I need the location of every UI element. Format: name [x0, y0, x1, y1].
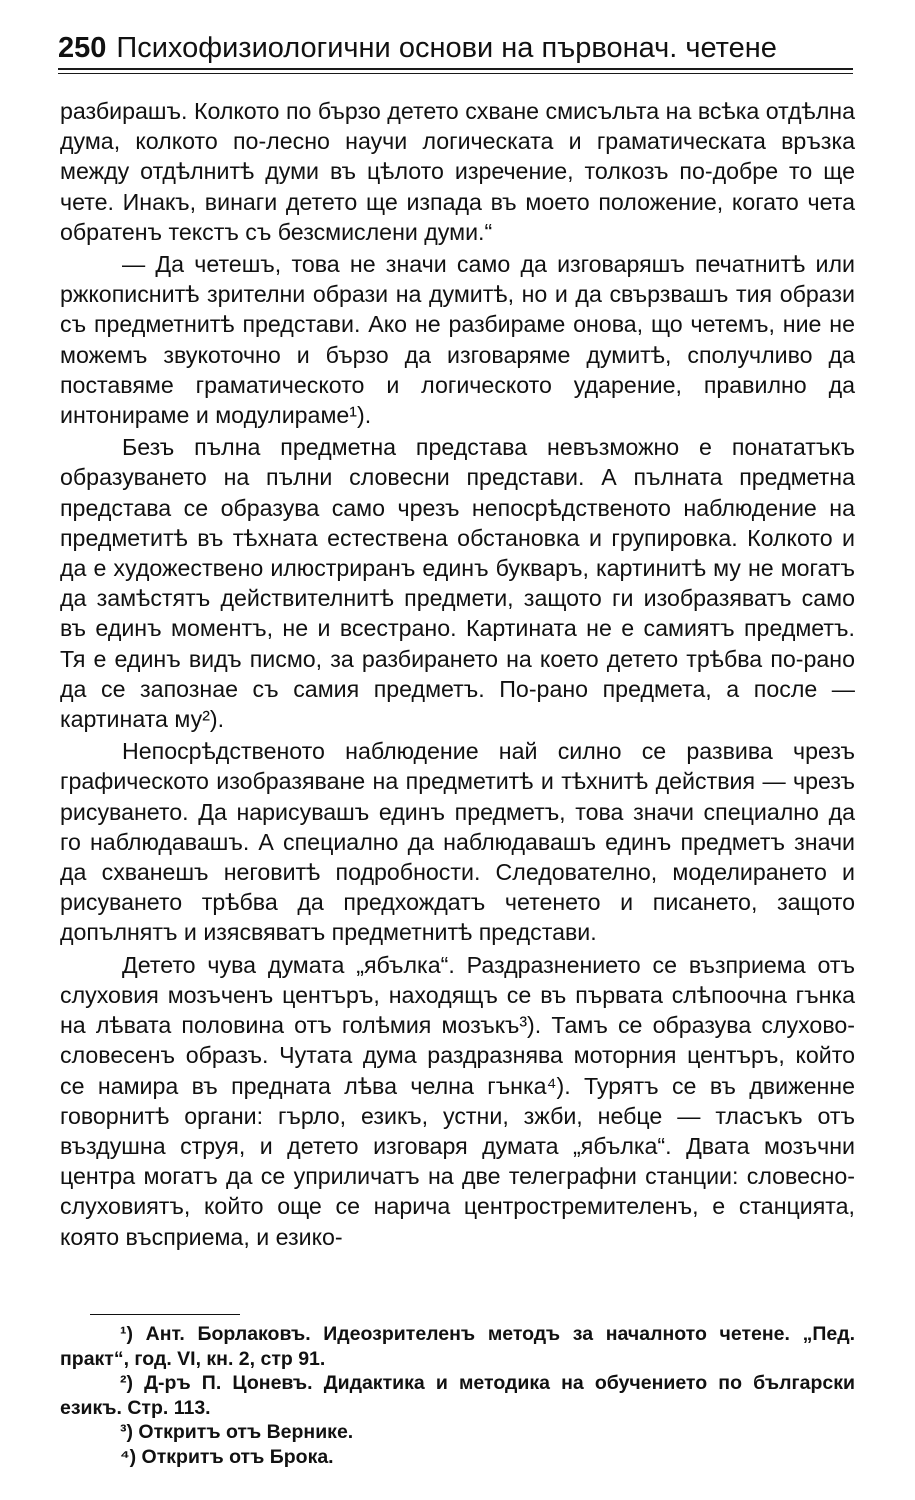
- paragraph: разбирашъ. Колкото по бързо детето схване смисъльта на всѣка отдѣлна дума, колкото по-лесно научи логическата и граматическата връзка между отдѣлнитѣ думи въ цѣлото изречение, толкозъ по-добре то ще чете. Инакъ, винаги детето ще изпада въ моето положение, когато чета обратенъ текстъ съ безсмислени думи.“: [60, 98, 855, 245]
- paragraph: — Да четешъ, това не значи само да изговаряшъ печатнитѣ или ржкописнитѣ зрителни образи на думитѣ, но и да свързвашъ тия образи съ предметнитѣ представи. Ако не разбираме онова, що четемъ, ние не можемъ звукоточно и бързо да изговаряме думитѣ, сполучливо да поставяме граматическото и логическото ударение, правилно да интонираме и модулираме¹).: [60, 251, 855, 429]
- running-header: [58, 30, 853, 66]
- footnote: ⁴) Откритъ отъ Брока.: [120, 1445, 334, 1468]
- footnotes: [60, 1322, 855, 1469]
- paragraph: Детето чува думата „ябълка“. Раздразнението се възприема отъ слуховия мозъченъ центъръ, находящъ се въ първата слѣпоочна гънка на лѣвата половина отъ голѣмия мозъкъ³). Тамъ се образува слухово-словесенъ образъ. Чутата дума раздразнява моторния центъръ, който се намира въ предната лѣва челна гънка⁴). Турятъ се въ движенне говорнитѣ органи: гърло, езикъ, устни, зжби, небце — тласъкъ отъ въздушна струя, и детето изговаря думата „ябълка“. Двата мозъчни центра могатъ да се уприличатъ на две телеграфни станции: словесно-слуховиятъ, който още се нарича центростремителенъ, е станцията, която въсприема, и езико-: [60, 951, 855, 1250]
- footnote-rule: [90, 1314, 240, 1315]
- header-rule-thin: [58, 73, 853, 74]
- paragraph: Безъ пълна предметна представа невъзможно е понататъкъ образуването на пълни словесни представи. А пълната предметна представа се образува само чрезъ непосрѣдственото наблюдение на предметитѣ въ тѣхната естествена обстановка и групировка. Колкото и да е художествено илюстриранъ единъ букваръ, картинитѣ му не могатъ да замѣстятъ действителнитѣ предмети, защото ги изобразяватъ само въ единъ моментъ, не и всестрано. Картината не е самиятъ предметъ. Тя е единъ видъ писмо, за разбирането на което детето трѣбва по-рано да се запознае съ самия предметъ. По-рано предмета, а после — картината му²).: [60, 434, 855, 733]
- main-text: [60, 96, 855, 1254]
- header-rule: [58, 68, 853, 70]
- running-title: Психофизиологични основи на първонач. четене: [116, 32, 777, 64]
- footnote: ³) Откритъ отъ Вернике.: [120, 1421, 354, 1443]
- page-number: 250: [58, 32, 107, 64]
- footnote: ²) Д-ръ П. Цоневъ. Дидактика и методика на обучението по български езикъ. Стр. 113.: [60, 1372, 855, 1419]
- paragraph: Непосрѣдственото наблюдение най силно се развива чрезъ графическото изобразяване на предметитѣ и тѣхнитѣ действия — чрезъ рисуването. Да нарисувашъ единъ предметъ, това значи специално да го наблюдавашъ. А специално да наблюдавашъ единъ предметъ значи да схванешъ неговитѣ подробности. Следователно, моделирането и рисуването трѣбва да предхождатъ четенето и писането, защото допълнятъ и изясвяватъ предметнитѣ представи.: [60, 738, 855, 946]
- footnote: ¹) Ант. Борлаковъ. Идеозрителенъ методъ за началното четене. „Пед. практ“, год. VI, кн. 2, стр 91.: [60, 1323, 855, 1370]
